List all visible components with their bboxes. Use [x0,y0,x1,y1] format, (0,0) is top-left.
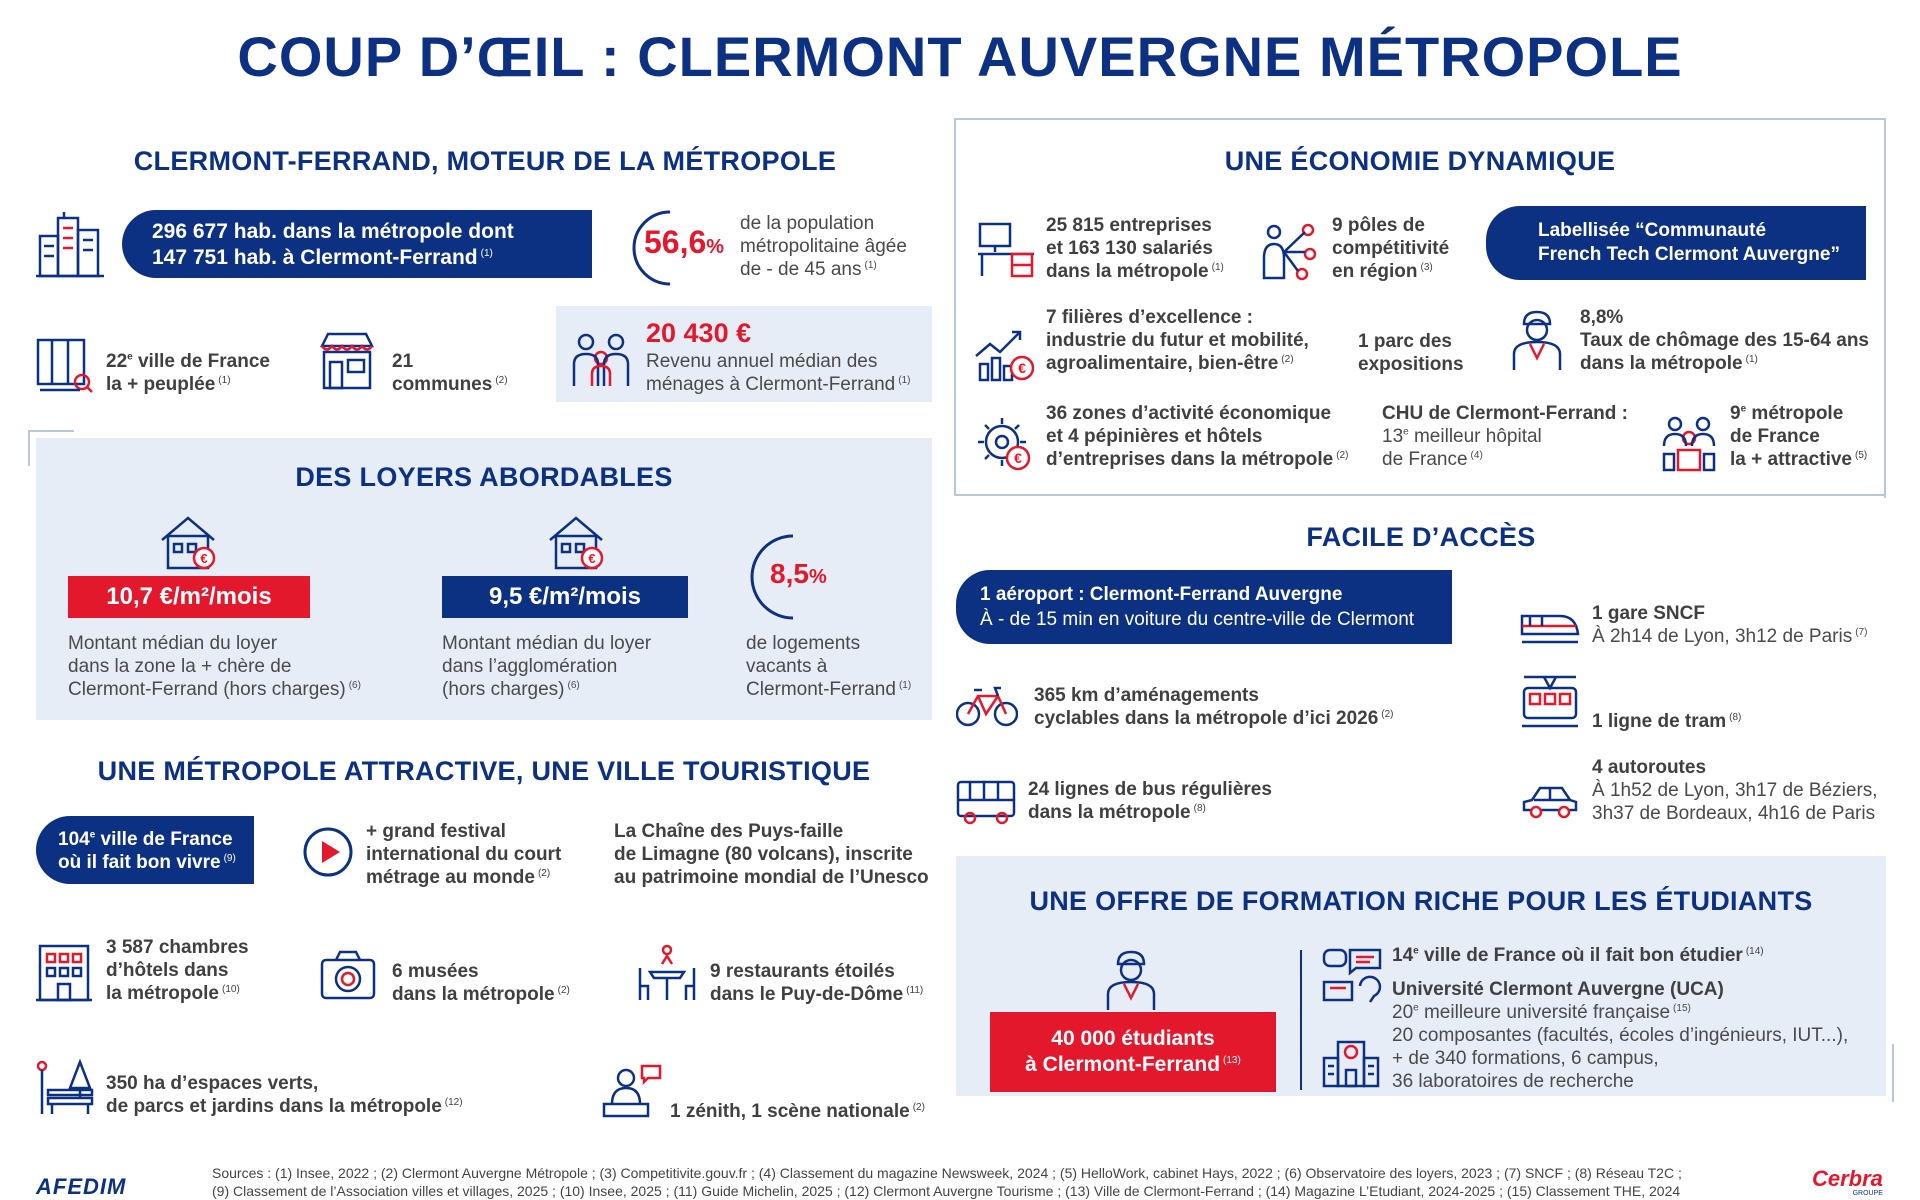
young-population-text: de la population métropolitaine âgée de - de 45 ans $^{(1)}$ [740,213,907,280]
shop-icon [316,330,378,392]
hotel-icon [34,942,94,1004]
puys-chain-text: La Chaîne des Puys-faille de Limagne (80 volcans), inscrite au patrimoine mondial de l’Unesco [614,821,929,888]
sources-text: Sources : (1) Insee, 2022 ; (2) Clermont Auvergne Métropole ; (3) Competitivite.gouv.fr ; (4) Classement du magazine Newsweek, 2024 ; (5) HelloWork, cabinet Hays, 2022 ; (6) Observatoire des loyers, 2023 ; (7) SNCF ; (8) Réseau T2C ; (9) Classement de l’Association villes et villages, 2025 ; (10) Insee, 2025 ; (11) Guide Michelin, 2025 ; (12) Clermont Auvergne Tourisme ; (13) Ville de Clermont-Ferrand ; (14) Magazine L’Etudiant, 2024-2025 ; (15) Classement THE, 2024 [212,1165,1682,1199]
unemployment-text: 8,8% Taux de chômage des 15-64 ans dans la métropole $^{(1)}$ [1580,307,1869,374]
access-section-title: FACILE D’ACCÈS [1306,522,1536,552]
hotel-rooms-text: 3 587 chambres d’hôtels dans la métropole $^{(10)}$ [106,937,249,1004]
green-spaces-text: 350 ha d’espaces verts, de parcs et jardins dans la métropole $^{(12)}$ [106,1073,463,1117]
film-festival-text: + grand festival international du court métrage au monde $^{(2)}$ [366,821,562,888]
map-icon [34,334,94,394]
attractive-metropolis-text: 9e métropole de France la + attractive $^{(5)}$ [1730,403,1868,470]
rent-agglomeration-badge: 9,5 €/m²/mois [442,576,688,618]
population-pill: 296 677 hab. dans la métropole dont 147 751 hab. à Clermont-Ferrand $^{(1)}$ [122,210,592,278]
young-population-percent: 56,6% [644,224,725,260]
house-euro-icon [158,514,218,572]
airport-pill: 1 aéroport : Clermont-Ferrand Auvergne À - de 15 min en voiture du centre-ville de Clermont [956,570,1452,644]
moteur-section-title: CLERMONT-FERRAND, MOTEUR DE LA MÉTROPOLE [133,146,837,176]
education-divider [1300,950,1302,1090]
population-rank-text: 22e ville de France la + peuplée $^{(1)}$ [106,351,270,395]
bus-icon [956,778,1016,826]
page-title: COUP D’ŒIL : CLERMONT AUVERGNE MÉTROPOLE [237,25,1683,88]
restaurant-icon [636,942,698,1004]
car-icon [1520,782,1580,822]
svg-text:€: € [1014,450,1022,466]
population-line-2: 147 751 hab. à Clermont-Ferrand [152,246,478,269]
stage-icon [602,1064,662,1120]
communes-text: 21 communes $^{(2)}$ [392,351,508,395]
crowd-icon [1660,414,1718,472]
museums-text: 6 musées dans la métropole $^{(2)}$ [392,961,570,1005]
train-icon [1520,606,1580,646]
competitiveness-poles-text: 9 pôles de compétitivité en région $^{(3)}$ [1332,215,1450,282]
gear-euro-icon [974,414,1034,474]
good-living-rank-pill: 104e ville de France où il fait bon vivre $^{(9)}$ [36,816,254,884]
highways-text: 4 autoroutes À 1h52 de Lyon, 3h17 de Béziers, 3h37 de Bordeaux, 4h16 de Paris [1592,757,1878,824]
education-section-title: UNE OFFRE DE FORMATION RICHE POUR LES ÉTUDIANTS [1029,886,1813,916]
house-euro-icon [546,514,606,572]
activity-zones-text: 36 zones d’activité économique et 4 pépinières et hôtels d’entreprises dans la métropole $^{(2)}$ [1046,403,1349,470]
svg-text:€: € [200,551,208,566]
cerbra-logo: Cerbra GROUPE [1812,1166,1883,1197]
network-icon [1262,222,1318,282]
vacancy-text: de logements vacants à Clermont-Ferrand $^{(1)}$ [746,633,912,700]
university-text: Université Clermont Auvergne (UCA) 20e meilleure université française $^{(15)}$ 20 composantes (facultés, écoles d’ingénieurs, IUT...), + de 340 formations, 6 campus, 36 laboratoires de recherche [1392,979,1849,1092]
median-income-text: Revenu annuel médian des ménages à Clermont-Ferrand $^{(1)}$ [646,351,911,395]
panel-corner-line [28,430,30,466]
chat-icon [1322,948,1382,1006]
economy-section-title: UNE ÉCONOMIE DYNAMIQUE [1224,146,1616,176]
exhibition-park-text: 1 parc des expositions [1358,331,1464,375]
companies-text: 25 815 entreprises et 163 130 salariés dans la métropole $^{(1)}$ [1046,215,1224,282]
camera-icon [318,948,378,1002]
desk-computer-icon [976,222,1036,278]
university-icon [1322,1032,1380,1090]
attractive-section-title: UNE MÉTROPOLE ATTRACTIVE, UNE VILLE TOURISTIQUE [97,756,871,786]
tram-icon [1520,674,1580,730]
tram-text: 1 ligne de tram $^{(8)}$ [1592,711,1742,732]
bus-lines-text: 24 lignes de bus régulières dans la métropole $^{(8)}$ [1028,779,1272,823]
panel-corner-line [1892,1044,1894,1102]
students-badge: 40 000 étudiants à Clermont-Ferrand $^{(13)}$ [990,1012,1276,1092]
family-icon [570,328,632,390]
park-icon [34,1058,96,1118]
afedim-logo: AFEDIM [36,1174,127,1199]
zenith-text: 1 zénith, 1 scène nationale $^{(2)}$ [670,1101,925,1122]
bicycle-icon [956,684,1018,728]
play-icon [302,826,354,878]
excellence-sectors-text: 7 filières d’excellence : industrie du futur et mobilité, agroalimentaire, bien-être $^{(2)}$ [1046,307,1309,374]
employee-icon [1510,310,1564,372]
svg-text:€: € [1018,360,1026,376]
population-line-1: 296 677 hab. dans la métropole dont [152,220,514,243]
median-income-value: 20 430 € [646,318,752,348]
rents-section-title: DES LOYERS ABORDABLES [295,462,673,492]
cycling-text: 365 km d’aménagements cyclables dans la métropole d’ici 2026 $^{(2)}$ [1034,685,1394,729]
chu-text: CHU de Clermont-Ferrand : 13e meilleur hôpital de France $^{(4)}$ [1382,403,1628,470]
vacancy-percent: 8,5% [770,558,827,589]
rent-agglomeration-text: Montant médian du loyer dans l’agglomération (hors charges) $^{(6)}$ [442,633,652,700]
city-buildings-icon [34,208,106,280]
growth-chart-icon [974,326,1036,382]
train-station-text: 1 gare SNCF À 2h14 de Lyon, 3h12 de Paris $^{(7)}$ [1592,603,1868,647]
rent-expensive-zone-text: Montant médian du loyer dans la zone la + chère de Clermont-Ferrand (hors charges) $^{(6)}$ [68,633,361,700]
student-icon [1104,950,1158,1012]
starred-restaurants-text: 9 restaurants étoilés dans le Puy-de-Dôme $^{(11)}$ [710,961,924,1005]
student-city-rank-text: 14e ville de France où il fait bon étudier $^{(14)}$ [1392,945,1764,966]
rent-expensive-zone-badge: 10,7 €/m²/mois [68,576,310,618]
french-tech-pill: Labellisée “Communauté French Tech Clermont Auvergne” [1486,206,1866,280]
svg-text:€: € [588,551,596,566]
panel-corner-line [28,430,74,432]
